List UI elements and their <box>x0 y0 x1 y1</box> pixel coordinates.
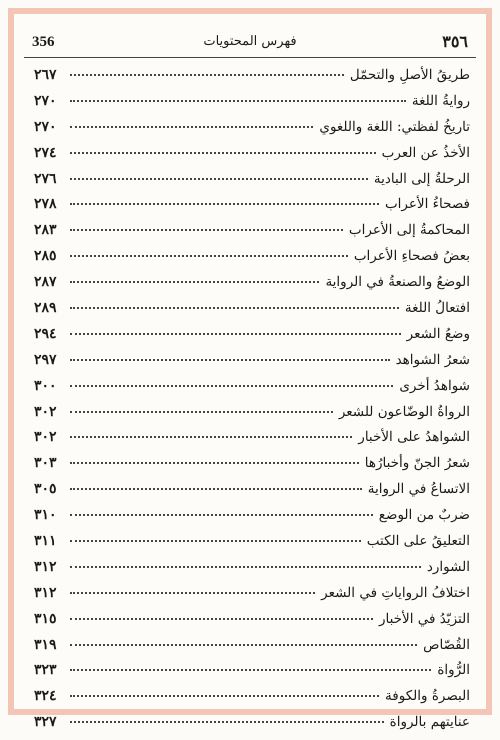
toc-entry-title: القُصّاص <box>423 636 470 653</box>
toc-entry <box>34 352 470 378</box>
dot-leader <box>70 229 343 231</box>
toc-entry-title: تاريخُ لفظتي: اللغة واللغوي <box>319 118 470 135</box>
toc-entry-title: التعليقُ على الكتب <box>366 533 470 550</box>
toc-entry-title: الاتساعُ في الرواية <box>367 481 470 498</box>
table-of-contents <box>34 67 470 740</box>
toc-entry-page-number: ٣١٠ <box>34 507 57 524</box>
toc-entry-title: المحاكمةُ إلى الأعراب <box>348 222 470 239</box>
toc-entry <box>34 533 470 559</box>
toc-entry-page-number: ٣١٩ <box>34 636 57 653</box>
toc-entry-page-number: ٣١٢ <box>34 558 57 575</box>
dot-leader <box>70 178 368 180</box>
dot-leader <box>70 618 373 620</box>
toc-entry-page-number: ٢٩٧ <box>34 351 57 368</box>
dot-leader <box>70 514 373 516</box>
toc-entry-page-number: ٣٠٢ <box>34 429 57 446</box>
toc-entry-page-number: ٣٠٢ <box>34 403 57 420</box>
toc-entry-title: فصحاءُ الأعراب <box>384 196 470 213</box>
toc-entry-title: وضعُ الشعر <box>406 325 470 342</box>
toc-entry <box>34 611 470 637</box>
toc-entry-page-number: ٢٨٥ <box>34 248 57 265</box>
toc-entry-page-number: ٣٠٥ <box>34 481 57 498</box>
dot-leader <box>70 488 362 490</box>
toc-entry <box>34 481 470 507</box>
toc-entry-title: عنايتهم بالرواة <box>389 714 470 731</box>
toc-entry-title: الشوارد <box>426 558 470 575</box>
page-number-arabic: ٣٥٦ <box>442 32 468 51</box>
toc-entry-page-number: ٣١١ <box>34 533 57 550</box>
dot-leader <box>70 100 406 102</box>
toc-entry-title: شعرُ الجنّ وأخبارُها <box>364 455 470 472</box>
toc-entry-page-number: ٢٨٩ <box>34 300 57 317</box>
toc-entry-page-number: ٣١٢ <box>34 584 57 601</box>
toc-entry-page-number: ٢٨٧ <box>34 274 57 291</box>
toc-entry <box>34 559 470 585</box>
toc-entry <box>34 585 470 611</box>
toc-entry-title: البصرةُ والكوفة <box>385 688 470 705</box>
page-number-latin: 356 <box>32 34 55 50</box>
toc-entry-title: الرحلةُ إلى البادية <box>373 170 470 187</box>
toc-entry <box>34 119 470 145</box>
toc-entry-title: الأخذُ عن العرب <box>381 144 470 161</box>
toc-entry-title: الرُّواة <box>437 662 470 679</box>
toc-entry <box>34 145 470 171</box>
dot-leader <box>70 359 390 361</box>
toc-entry <box>34 196 470 222</box>
toc-entry-page-number: ٢٧٨ <box>34 196 57 213</box>
toc-entry <box>34 248 470 274</box>
toc-entry-page-number: ٢٩٤ <box>34 325 57 342</box>
dot-leader <box>70 385 393 387</box>
toc-entry-page-number: ٢٧٠ <box>34 118 57 135</box>
dot-leader <box>70 436 352 438</box>
toc-entry-page-number: ٢٦٧ <box>34 67 57 83</box>
dot-leader <box>70 644 417 646</box>
page-header <box>24 30 476 58</box>
toc-entry-page-number: ٣٢٤ <box>34 688 57 705</box>
toc-entry <box>34 714 470 740</box>
dot-leader <box>70 540 361 542</box>
toc-entry <box>34 67 470 93</box>
toc-entry-title: اختلافُ الرواياتِ في الشعر <box>321 584 470 601</box>
toc-entry <box>34 222 470 248</box>
toc-entry-title: افتعالُ اللغة <box>404 300 470 317</box>
toc-entry-title: ضربٌ من الوضع <box>378 507 470 524</box>
dot-leader <box>70 333 401 335</box>
toc-entry-page-number: ٢٨٣ <box>34 222 57 239</box>
dot-leader <box>70 126 313 128</box>
toc-entry-page-number: ٣١٥ <box>34 610 57 627</box>
toc-entry <box>34 300 470 326</box>
toc-entry-title: الشواهدُ على الأخبار <box>358 429 470 446</box>
toc-entry <box>34 93 470 119</box>
toc-entry <box>34 171 470 197</box>
toc-entry-page-number: ٣٠٣ <box>34 455 57 472</box>
toc-entry-title: روايةُ اللغة <box>411 92 470 109</box>
dot-leader <box>70 411 333 413</box>
toc-entry <box>34 404 470 430</box>
dot-leader <box>70 695 379 697</box>
toc-entry-page-number: ٣٢٣ <box>34 662 57 679</box>
toc-entry-title: التزيّدُ في الأخبار <box>378 610 470 627</box>
toc-entry-page-number: ٢٧٠ <box>34 92 57 109</box>
dot-leader <box>70 462 359 464</box>
dot-leader <box>70 152 376 154</box>
toc-entry <box>34 662 470 688</box>
toc-entry <box>34 378 470 404</box>
toc-entry-page-number: ٣٢٧ <box>34 714 57 731</box>
dot-leader <box>70 307 399 309</box>
toc-entry-page-number: ٢٧٤ <box>34 144 57 161</box>
toc-entry-title: شعرُ الشواهد <box>395 351 470 368</box>
toc-entry-page-number: ٢٧٦ <box>34 170 57 187</box>
dot-leader <box>70 566 421 568</box>
toc-entry <box>34 274 470 300</box>
toc-entry <box>34 637 470 663</box>
dot-leader <box>70 669 431 671</box>
dot-leader <box>70 74 344 76</box>
toc-entry-title: بعضُ فصحاءِ الأعراب <box>353 248 470 265</box>
running-title: فهرس المحتويات <box>203 34 297 49</box>
dot-leader <box>70 281 319 283</box>
dot-leader <box>70 592 315 594</box>
toc-entry-title: الوضعُ والصنعةُ في الرواية <box>325 274 470 291</box>
toc-entry-page-number: ٣٠٠ <box>34 377 57 394</box>
toc-entry <box>34 507 470 533</box>
dot-leader <box>70 255 348 257</box>
toc-entry <box>34 455 470 481</box>
toc-entry-title: طريقُ الأصلِ والتحمّل <box>349 67 470 83</box>
dot-leader <box>70 203 379 205</box>
toc-entry-title: الرواةُ الوضّاعون للشعر <box>338 403 470 420</box>
toc-entry-title: شواهدُ أخرى <box>399 377 470 394</box>
toc-entry <box>34 326 470 352</box>
toc-entry <box>34 688 470 714</box>
toc-entry <box>34 429 470 455</box>
